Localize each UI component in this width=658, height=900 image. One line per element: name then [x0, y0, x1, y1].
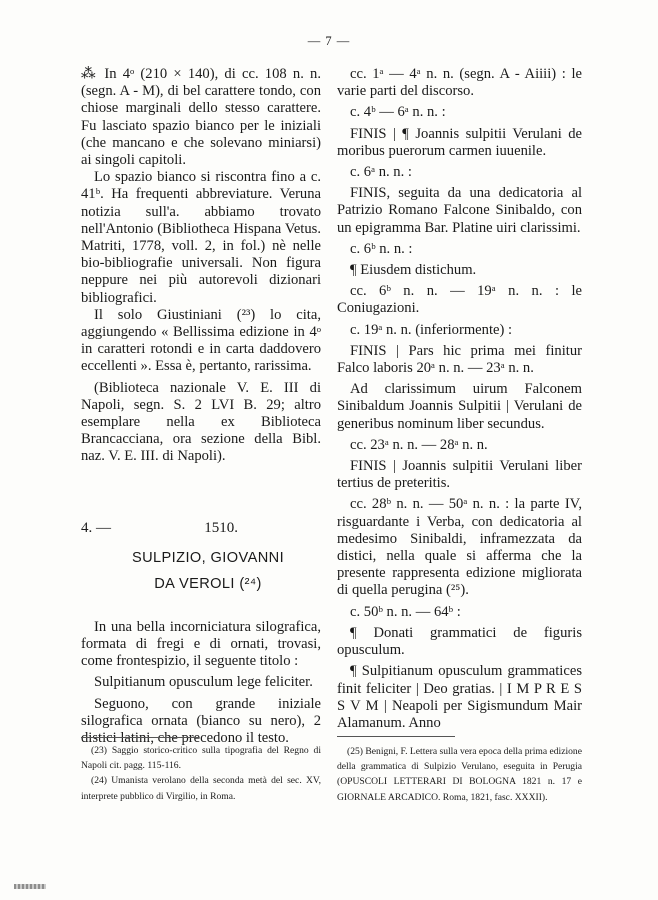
footnotes-left	[81, 743, 321, 804]
paragraph-frontispiece: In una bella incorniciatura silografica, formata di fregi e di ornati, trovasi, come frontespizio, il seguente titolo :	[81, 618, 321, 670]
footnote-rule-right	[337, 736, 455, 737]
right-paragraph-3: FINIS | ¶ Joannis sulpitii Verulani de moribus puerorum carmen iuuenile.	[337, 125, 582, 159]
right-paragraph-7: ¶ Eiusdem distichum.	[350, 262, 477, 279]
footnote-23: (23) Saggio storico-critico sulla tipografia del Regno di Napoli cit. pagg. 115-116.	[81, 745, 321, 772]
right-paragraph-17: ¶ Sulpitianum opusculum grammatices finit feliciter | Deo gratias. | I M P R E S S V M | Neapoli per Sigismundum Mair Alamanum. Anno	[337, 663, 582, 731]
right-paragraph-13: FINIS | Joannis sulpitii Verulani liber tertius de preteritis.	[337, 458, 582, 492]
right-paragraph-10: FINIS | Pars hic prima mei finitur Falco laboris 20ᵃ n. n. — 23ᵃ n. n.	[337, 342, 582, 377]
right-paragraph-11: Ad clarissimum uirum Falconem Sinibaldum Joannis Sulpitii | Verulani de generibus nominum liber secundus.	[337, 381, 582, 432]
entry-year: 1510.	[204, 519, 238, 536]
right-paragraph-8: cc. 6ᵇ n. n. — 19ᵃ n. n. : le Coniugazioni.	[337, 283, 582, 317]
entry-title-line2: DA VEROLI (²⁴)	[154, 575, 262, 592]
footnote-25: (25) Benigni, F. Lettera sulla vera epoca della prima edizione della grammatica di Sulpizio Verulano, eseguita in Perugia (OPUSCOLI LETTERARI DI BOLOGNA 1821 n. 17 e GIORNALE ARCADICO. Roma, 1821, fasc. XXXII).	[337, 746, 582, 803]
right-column	[337, 66, 582, 732]
scan-artifact	[14, 884, 46, 889]
right-paragraph-15: c. 50ᵇ n. n. — 64ᵇ :	[350, 603, 461, 620]
right-paragraph-14: cc. 28ᵇ n. n. — 50ᵃ n. n. : la parte IV, risguardante i Verba, con dedicatoria al medesimo Sinibaldi, inframezzata da distici, nella quale si afferma che la presente rappresenta edizione migliorata di quella perugina (²⁵).	[337, 496, 582, 599]
right-paragraph-12: cc. 23ᵃ n. n. — 28ᵃ n. n.	[350, 436, 488, 453]
entry-number: 4. —	[81, 519, 111, 536]
right-paragraph-1: cc. 1ᵃ — 4ᵃ n. n. (segn. A - Aiiii) : le varie parti del discorso.	[337, 66, 582, 100]
right-paragraph-2: c. 4ᵇ — 6ᵃ n. n. :	[350, 104, 446, 121]
page-number: — 7 —	[307, 34, 351, 48]
entry-title	[81, 545, 321, 597]
paragraph-giustiniani: Il solo Giustiniani (²³) lo cita, aggiungendo « Bellissima edizione in 4ᵒ in caratteri rotondi e in carta daddovero eccellenti ». Essa è, pertanto, rarissima.	[81, 306, 321, 375]
footnote-24: (24) Umanista verolano della seconda metà del sec. XV, interprete pubblico di Virgilio, in Roma.	[81, 775, 321, 802]
footnote-rule-left	[81, 737, 199, 738]
right-paragraph-9: c. 19ᵃ n. n. (inferiormente) :	[350, 321, 513, 338]
paragraph-notes: Lo spazio bianco si riscontra fino a c. 41ᵇ. Ha frequenti abbreviature. Veruna notizia sull'a. abbiamo trovato nell'Antonio (Bibliotheca Hispana Vetus. Matriti, 1778, voll. 2, in fol.) nè nelle bio-bibliografie universali. Non figura neppure nei più autorevoli dizionari bibliografici.	[81, 169, 321, 306]
paragraph-title-quote: Sulpitianum opusculum lege feliciter.	[94, 674, 313, 691]
right-paragraph-6: c. 6ᵇ n. n. :	[350, 240, 413, 257]
right-paragraph-16: ¶ Donati grammatici de figuris opusculum.	[337, 624, 582, 659]
right-paragraph-4: c. 6ᵃ n. n. :	[350, 164, 412, 181]
entry-title-line1: SULPIZIO, GIOVANNI	[131, 549, 285, 566]
entry-heading	[81, 520, 236, 537]
paragraph-location: (Biblioteca nazionale V. E. III di Napoli, segn. S. 2 LVI B. 29; altro esemplare nella ex Biblioteca Brancacciana, ora sezione della Bibl. naz. V. E. III. di Napoli).	[81, 379, 321, 465]
left-column	[81, 66, 321, 747]
right-paragraph-5: FINIS, seguita da una dedicatoria al Patrizio Romano Falcone Sinibaldo, con un epigramma Bar. Platine uiri clarissimi.	[337, 185, 582, 236]
paragraph-following: Seguono, con grande iniziale silografica ornata (bianco su nero), 2 distici latini, che precedono il testo.	[81, 695, 321, 747]
paragraph-description: ⁂ In 4ᵒ (210 × 140), di cc. 108 n. n. (segn. A - M), di bel carattere tondo, con chiose marginali dello stesso carattere. Fu lasciato spazio bianco per le iniziali (che mancano e che solevano miniarsi) ai singoli capitoli.	[81, 66, 321, 169]
footnotes-right	[337, 744, 582, 805]
